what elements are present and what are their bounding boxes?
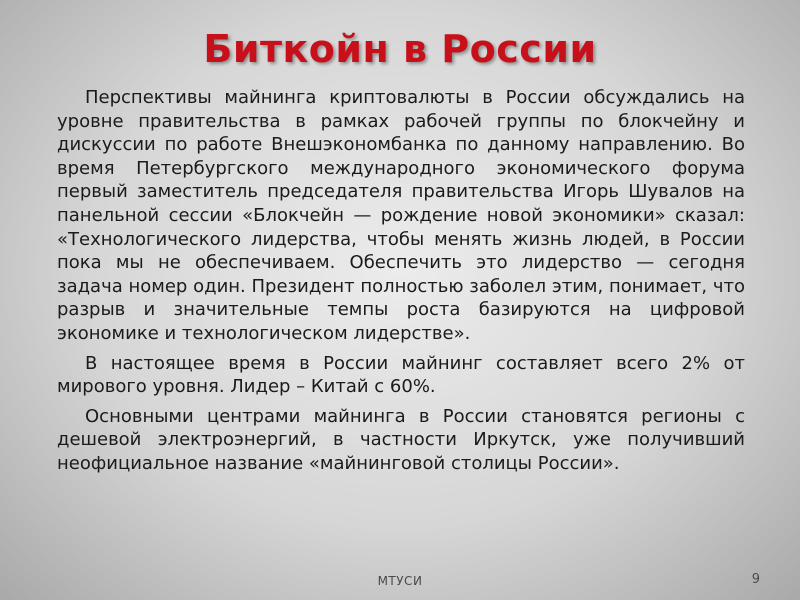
paragraph-mining-centers: Основными центрами майнинга в России становятся регионы с дешевой электроэнергий, в частности Иркутск, уже получивший неофициальное название «майнинговой столицы России».: [57, 405, 745, 474]
page-number: 9: [751, 572, 760, 587]
slide-body: [57, 86, 745, 476]
slide-title: Биткойн в России: [203, 27, 597, 71]
footer-organization: МТУСИ: [377, 574, 423, 588]
paragraph-mining-share: В настоящее время в России майнинг составляет всего 2% от мирового уровня. Лидер – Китай с 60%.: [57, 352, 745, 398]
paragraph-mining-prospects: Перспективы майнинга криптовалюты в России обсуждались на уровне правительства в рамках рабочей группы по блокчейну и дискуссии по работе Внешэкономбанка по данному направлению. Во время Петербургского международного экономического форума первый заместитель председателя правительства Игорь Шувалов на панельной сессии «Блокчейн — рождение новой экономики» сказал: «Технологического лидерства, чтобы менять жизнь людей, в России пока мы не обеспечиваем. Обеспечить это лидерство — сегодня задача номер один. Президент полностью заболел этим, понимает, что разрыв и значительные темпы роста базируются на цифровой экономике и технологическом лидерстве».: [57, 87, 745, 344]
